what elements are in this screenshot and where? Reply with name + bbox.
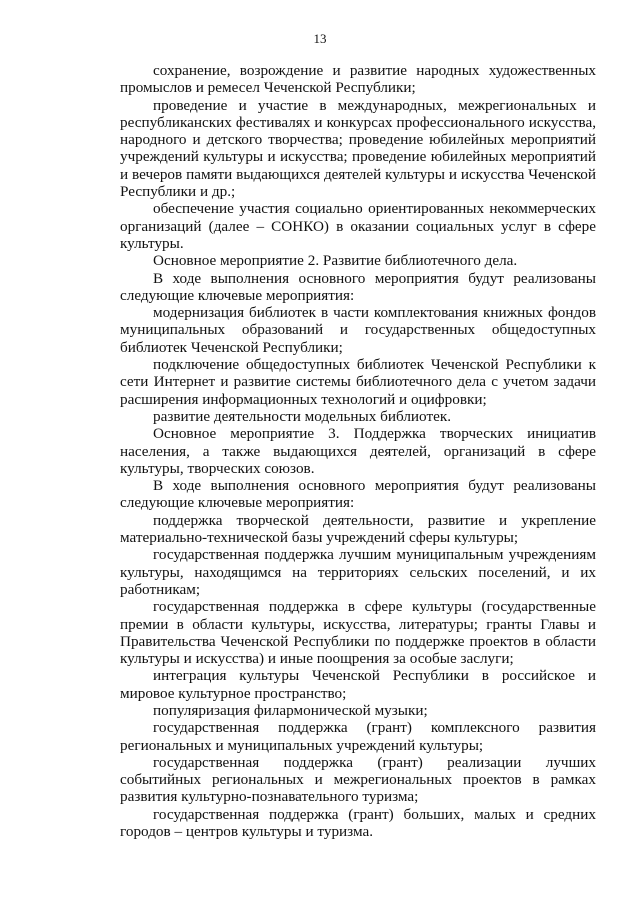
paragraph: модернизация библиотек в части комплектования книжных фондов муниципальных образований и государственных общедоступных библиотек Чеченской Республики; (120, 304, 596, 356)
paragraph: популяризация филармонической музыки; (153, 701, 428, 719)
paragraph: обеспечение участия социально ориентированных некоммерческих организаций (далее – СОНКО) в оказании социальных услуг в сфере культуры. (120, 200, 596, 252)
paragraph: интеграция культуры Чеченской Республики в российское и мировое культурное пространство; (120, 667, 596, 702)
paragraph: государственная поддержка (грант) комплексного развития региональных и муниципальных учреждений культуры; (120, 719, 596, 754)
paragraph: Основное мероприятие 3. Поддержка творческих инициатив населения, а также выдающихся деятелей, организаций в сфере культуры, творческих союзов. (120, 425, 596, 477)
page-number: 13 (313, 31, 327, 46)
paragraph: развитие деятельности модельных библиотек. (153, 407, 451, 425)
paragraph: проведение и участие в международных, межрегиональных и республиканских фестивалях и конкурсах профессионального искусства, народного и детского творчества; проведение юбилейных мероприятий учреждений культуры и искусства; проведение юбилейных мероприятий и вечеров памяти выдающихся деятелей культуры и искусства Чеченской Республики и др.; (120, 96, 596, 201)
paragraph: подключение общедоступных библиотек Чеченской Республики к сети Интернет и развитие системы библиотечного дела с учетом задачи расширения информационных технологий и оцифровки; (120, 356, 596, 408)
paragraph: государственная поддержка лучшим муниципальным учреждениям культуры, находящимся на территориях сельских поселений, и их работникам; (120, 546, 596, 598)
paragraph: сохранение, возрождение и развитие народных художественных промыслов и ремесел Чеченской Республики; (120, 62, 596, 97)
paragraph: поддержка творческой деятельности, развитие и укрепление материально-технической базы учреждений сферы культуры; (120, 511, 596, 547)
body-text (120, 62, 596, 840)
paragraph: В ходе выполнения основного мероприятия будут реализованы следующие ключевые мероприятия: (120, 477, 596, 512)
paragraph: Основное мероприятие 2. Развитие библиотечного дела. (153, 252, 518, 270)
paragraph: государственная поддержка в сфере культуры (государственные премии в области культуры, искусства, литературы; гранты Главы и Правительства Чеченской Республики по поддержке проектов в области культуры и искусства) и иные поощрения за особые заслуги; (120, 598, 596, 668)
paragraph: государственная поддержка (грант) больших, малых и средних городов – центров культуры и туризма. (120, 805, 596, 841)
paragraph: государственная поддержка (грант) реализации лучших событийных региональных и межрегиональных проектов в рамках развития культурно-познавательного туризма; (120, 753, 596, 806)
paragraph: В ходе выполнения основного мероприятия будут реализованы следующие ключевые мероприятия: (120, 269, 596, 304)
